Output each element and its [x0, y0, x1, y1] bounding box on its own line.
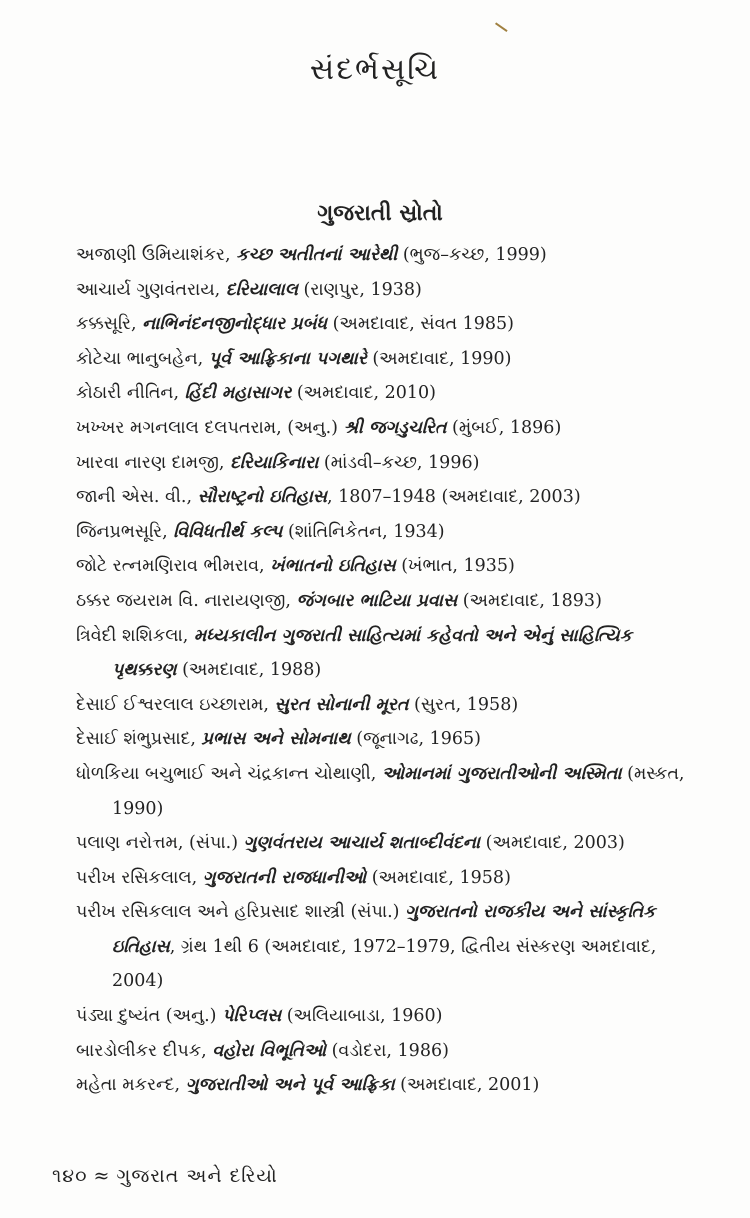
entry-title: ઓમાનમાં ગુજરાતીઓની અસ્મિતા — [381, 763, 622, 784]
entry-title: નાભિનંદનજીનોદ્ધાર પ્રબંધ — [142, 314, 328, 335]
entry-author: ત્રિવેદી શશિકલા, — [76, 625, 194, 646]
entry-title: દરિયાલાલ — [225, 279, 298, 300]
bibliography-entry — [76, 273, 696, 308]
entry-author: કક્કસૂરિ, — [76, 314, 143, 335]
corner-mark — [495, 11, 516, 32]
entry-author: આચાર્ય ગુણવંતરાય, — [76, 279, 226, 300]
bibliography-entry — [76, 376, 696, 411]
bibliography-entry — [76, 861, 696, 896]
entry-author: મહેતા મકરન્દ, — [76, 1075, 186, 1096]
entry-author: ખારવા નારણ દામજી, — [76, 452, 230, 473]
bibliography-entry — [76, 238, 696, 273]
entry-publication: (અલિયાબાડા, 1960) — [281, 1006, 443, 1027]
bibliography-entry — [76, 584, 696, 619]
bibliography-entry — [76, 722, 696, 757]
entry-publication: (અમદાવાદ, 1988) — [176, 660, 322, 681]
entry-author: જોટે રત્નમણિરાવ ભીમરાવ, — [76, 556, 271, 577]
bibliography-entry — [76, 515, 696, 550]
entry-title: ગુજરાતીઓ અને પૂર્વ આફ્રિકા — [185, 1075, 395, 1096]
entry-author: પરીખ રસિકલાલ, — [76, 867, 203, 888]
entry-publication: (અમદાવાદ, સંવત 1985) — [327, 314, 514, 335]
entry-title: વહોરા વિભૂતિઓ — [212, 1040, 327, 1061]
page-footer — [52, 1165, 278, 1187]
entry-author: ધોળકિયા બચુભાઈ અને ચંદ્રકાન્ત ચોથાણી, — [76, 763, 382, 784]
entry-publication: (મસ્કત, 1990) — [112, 763, 685, 819]
entry-author: દેસાઈ શંભુપ્રસાદ, — [76, 729, 202, 750]
entry-title: પ્રભાસ અને સોમનાથ — [201, 729, 351, 750]
entry-title: વિવિધતીર્થ કલ્પ — [173, 521, 283, 542]
section-title: ગુજરાતી સ્રોતો — [317, 200, 443, 226]
entry-title: સુરત સોનાની મૂરત — [274, 694, 409, 715]
entry-title: શ્રી જગડુચરિત — [343, 417, 447, 438]
bibliography-list — [76, 238, 696, 1103]
bibliography-entry — [76, 411, 696, 446]
entry-publication: (અમદાવાદ, 2001) — [394, 1075, 540, 1096]
entry-author: પંડ્યા દુષ્યંત (અનુ.) — [76, 1006, 223, 1027]
bibliography-entry — [76, 895, 696, 999]
bibliography-entry — [76, 757, 696, 826]
entry-title: જંગબાર ભાટિયા પ્રવાસ — [296, 590, 458, 611]
entry-author: ખખ્ખર મગનલાલ દલપતરામ, (અનુ.) — [76, 417, 344, 438]
entry-title: ગુણવંતરાય આચાર્ય શતાબ્દીવંદના — [243, 833, 481, 854]
page-number: ૧૪૦ — [52, 1165, 88, 1187]
bibliography-entry — [76, 307, 696, 342]
page-title: સંદર્ભસૂચિ — [309, 52, 441, 87]
entry-author: કોઠારી નીતિન, — [76, 383, 185, 404]
entry-author: જિનપ્રભસૂરિ, — [76, 521, 174, 542]
bibliography-entry — [76, 549, 696, 584]
entry-author: દેસાઈ ઈશ્વરલાલ ઇચ્છારામ, — [76, 694, 275, 715]
entry-publication: (સુરત, 1958) — [408, 694, 519, 715]
bibliography-entry — [76, 480, 696, 515]
entry-publication: (અમદાવાદ, 1893) — [457, 590, 602, 611]
bibliography-entry — [76, 1034, 696, 1069]
entry-publication: (મુંબઈ, 1896) — [446, 417, 562, 438]
footer-separator: ≈ — [93, 1165, 111, 1187]
bibliography-entry — [76, 688, 696, 723]
bibliography-entry — [76, 342, 696, 377]
entry-publication: (રાણપુર, 1938) — [297, 279, 422, 300]
bibliography-entry — [76, 1068, 696, 1103]
entry-publication: (અમદાવાદ, 1958) — [366, 867, 511, 888]
entry-publication: (શાંતિનિકેતન, 1934) — [282, 521, 445, 542]
running-title: ગુજરાત અને દરિયો — [116, 1165, 278, 1187]
entry-publication: (માંડવી–કચ્છ, 1996) — [318, 452, 480, 473]
entry-publication: (ભુજ–કચ્છ, 1999) — [397, 245, 547, 265]
entry-author: કોટેચા ભાનુબહેન, — [76, 348, 209, 369]
entry-title: પૂર્વ આફ્રિકાના પગથારે — [208, 348, 367, 369]
entry-title: ગુજરાતની રાજધાનીઓ — [202, 867, 367, 888]
entry-publication: (અમદાવાદ, 2010) — [291, 383, 436, 404]
entry-publication: , 1807–1948 (અમદાવાદ, 2003) — [326, 487, 581, 508]
bibliography-entry — [76, 999, 696, 1034]
entry-author: બારડોલીકર દીપક, — [76, 1040, 213, 1061]
entry-title: સૌરાષ્ટ્રનો ઇતિહાસ — [197, 487, 327, 508]
entry-title: ખંભાતનો ઇતિહાસ — [270, 556, 396, 577]
entry-publication: (જૂનાગઢ, 1965) — [350, 729, 481, 750]
entry-title: ગુજરાતનો રાજકીય અને સાંસ્કૃતિક ઇતિહાસ — [112, 902, 656, 957]
entry-publication: (ખંભાત, 1935) — [395, 556, 515, 577]
entry-title: પેરિપ્લસ — [222, 1006, 282, 1027]
entry-publication: (અમદાવાદ, 1990) — [366, 348, 512, 369]
entry-author: પલાણ નરોત્તમ, (સંપા.) — [76, 833, 244, 854]
entry-author: જાની એસ. વી., — [76, 487, 198, 508]
entry-title: દરિયાકિનારા — [229, 452, 319, 473]
entry-title: મધ્યકાલીન ગુજરાતી સાહિત્યમાં કહેવતો અને એનું સાહિત્યિક પૃથક્કરણ — [112, 625, 632, 681]
entry-title: કચ્છ અતીતનાં આરેથી — [236, 245, 398, 265]
entry-author: પરીખ રસિકલાલ અને હરિપ્રસાદ શાસ્ત્રી (સંપા.) — [76, 902, 406, 923]
entry-author: ઠક્કર જયરામ વિ. નારાયણજી, — [76, 590, 297, 611]
entry-publication: (વડોદરા, 1986) — [326, 1040, 449, 1061]
entry-title: હિંદી મહાસાગર — [184, 383, 292, 404]
bibliography-entry — [76, 446, 696, 481]
bibliography-entry — [76, 826, 696, 861]
bibliography-entry — [76, 619, 696, 688]
entry-publication: (અમદાવાદ, 2003) — [480, 833, 625, 854]
entry-publication: , ગ્રંથ 1થી 6 (અમદાવાદ, 1972–1979, દ્વિતીય સંસ્કરણ અમદાવાદ, 2004) — [112, 936, 657, 992]
entry-author: અજાણી ઉમિયાશંકર, — [76, 245, 237, 265]
